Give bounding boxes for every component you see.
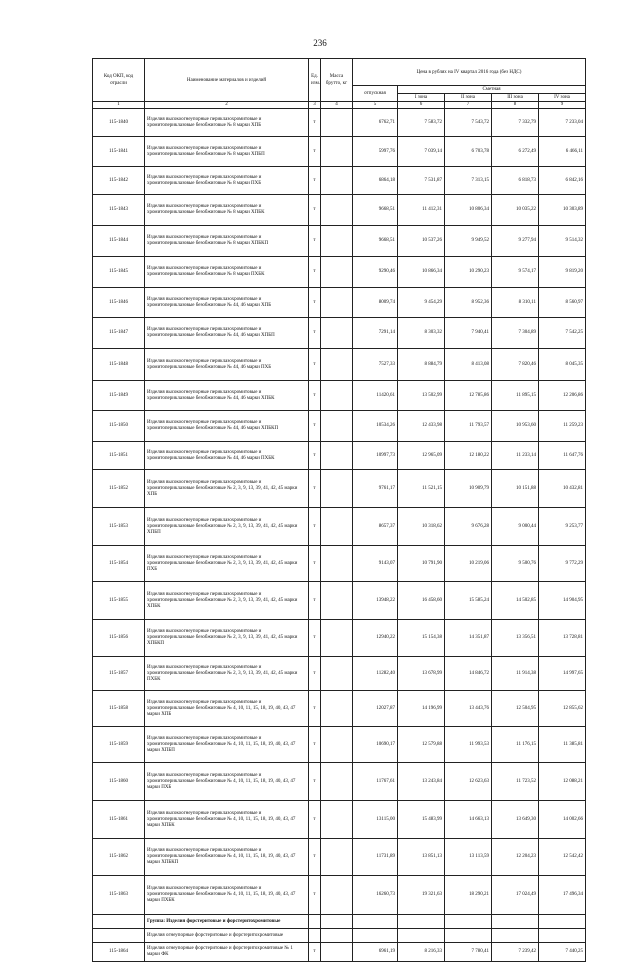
row-zone2-price: 18 290,21 xyxy=(445,876,492,915)
row-zone4-price: 17 496,34 xyxy=(539,876,586,915)
table-row xyxy=(93,727,586,763)
row-zone4-price: 6 466,11 xyxy=(539,137,586,167)
row-zone2-price: 7 313,15 xyxy=(445,167,492,195)
column-number: 9 xyxy=(539,102,586,109)
row-zone1-price: 8 216,33 xyxy=(398,943,445,962)
row-mass xyxy=(321,411,353,442)
row-unit: т xyxy=(309,839,321,876)
empty-cell xyxy=(445,915,492,929)
row-zone4-price: 9 772,29 xyxy=(539,546,586,582)
row-zone3-price: 6 272,49 xyxy=(492,137,539,167)
header-zone-2: II зона xyxy=(445,94,492,102)
column-number: 6 xyxy=(398,102,445,109)
row-mass xyxy=(321,546,353,582)
table-row xyxy=(93,195,586,226)
row-zone1-price: 8 884,79 xyxy=(398,349,445,381)
row-zone1-price: 12 433,98 xyxy=(398,411,445,442)
row-code: 115-1857 xyxy=(93,657,145,691)
row-zone1-price: 12 965,09 xyxy=(398,442,445,470)
row-release-price: 7527,33 xyxy=(353,349,398,381)
row-mass xyxy=(321,381,353,411)
row-release-price: 12027,87 xyxy=(353,691,398,727)
table-row xyxy=(93,381,586,411)
row-zone3-price: 9 277,94 xyxy=(492,226,539,257)
row-zone3-price: 7 304,89 xyxy=(492,318,539,349)
row-code: 115-1863 xyxy=(93,876,145,915)
row-name: Изделия высокоогнеупорные периклазохромитовые и хромитопериклазовые безобжиговые № 2, 3, 9, 13, 39, 41, 42, 45 марки ХПБК xyxy=(145,582,309,620)
row-zone1-price: 7 039,14 xyxy=(398,137,445,167)
row-unit: т xyxy=(309,288,321,318)
row-mass xyxy=(321,318,353,349)
row-code: 115-1849 xyxy=(93,381,145,411)
row-zone4-price: 12 855,62 xyxy=(539,691,586,727)
table-row xyxy=(93,349,586,381)
row-zone1-price: 11 412,31 xyxy=(398,195,445,226)
group-title: Группа: Изделия форстеритовые и форстеритохромитовые xyxy=(145,915,309,929)
row-zone2-price: 11 793,57 xyxy=(445,411,492,442)
row-zone3-price: 11 176,15 xyxy=(492,727,539,763)
column-number-row xyxy=(93,102,586,109)
row-name: Изделия высокоогнеупорные периклазохромитовые и хромитопериклазовые безобжиговые № 2, 3, 9, 13, 39, 41, 42, 45 марки ПХБ xyxy=(145,546,309,582)
row-zone4-price: 7 440,25 xyxy=(539,943,586,962)
column-number: 7 xyxy=(445,102,492,109)
table-row xyxy=(93,470,586,508)
row-zone1-price: 9 454,29 xyxy=(398,288,445,318)
row-release-price: 9668,51 xyxy=(353,195,398,226)
row-zone1-price: 13 678,99 xyxy=(398,657,445,691)
row-zone1-price: 13 851,13 xyxy=(398,839,445,876)
price-table xyxy=(92,58,586,962)
column-number: 2 xyxy=(145,102,309,109)
row-unit: т xyxy=(309,109,321,137)
row-zone3-price: 17 024,49 xyxy=(492,876,539,915)
row-zone3-price: 13 649,30 xyxy=(492,801,539,839)
row-zone1-price: 11 521,15 xyxy=(398,470,445,508)
empty-cell xyxy=(492,915,539,929)
empty-cell xyxy=(309,915,321,929)
row-zone4-price: 9 253,77 xyxy=(539,508,586,546)
row-mass xyxy=(321,137,353,167)
subgroup-title: Изделия огнеупорные форстеритовые и форстеритохромитовые xyxy=(145,929,309,943)
row-name: Изделия высокоогнеупорные периклазохромитовые и хромитопериклазовые безобжиговые № 8 марки ХПБП xyxy=(145,137,309,167)
row-zone4-price: 6 842,16 xyxy=(539,167,586,195)
row-mass xyxy=(321,801,353,839)
row-mass xyxy=(321,195,353,226)
row-name: Изделия высокоогнеупорные периклазохромитовые и хромитопериклазовые безобжиговые № 4, 10, 11, 15, 18, 19, 40, 43, 47 марки ХПБП xyxy=(145,727,309,763)
row-zone3-price: 10 953,60 xyxy=(492,411,539,442)
row-release-price: 10690,17 xyxy=(353,727,398,763)
row-zone2-price: 6 703,78 xyxy=(445,137,492,167)
row-name: Изделия высокоогнеупорные периклазохромитовые и хромитопериклазовые безобжиговые № 2, 3, 9, 13, 39, 41, 42, 45 марки ПХБК xyxy=(145,657,309,691)
group-code-cell xyxy=(93,915,145,929)
row-zone3-price: 13 356,51 xyxy=(492,620,539,657)
table-row xyxy=(93,226,586,257)
row-zone3-price: 10 035,22 xyxy=(492,195,539,226)
table-row xyxy=(93,508,586,546)
subgroup-row xyxy=(93,929,586,943)
empty-cell xyxy=(321,915,353,929)
row-zone1-price: 7 583,72 xyxy=(398,109,445,137)
row-code: 115-1845 xyxy=(93,257,145,288)
row-zone2-price: 12 785,86 xyxy=(445,381,492,411)
table-row xyxy=(93,943,586,962)
column-number: 8 xyxy=(492,102,539,109)
row-release-price: 6961,19 xyxy=(353,943,398,962)
row-code: 115-1861 xyxy=(93,801,145,839)
group-row xyxy=(93,915,586,929)
row-release-price: 8009,74 xyxy=(353,288,398,318)
table-row xyxy=(93,691,586,727)
row-zone1-price: 10 318,62 xyxy=(398,508,445,546)
row-release-price: 5997,76 xyxy=(353,137,398,167)
row-name: Изделия высокоогнеупорные периклазохромитовые и хромитопериклазовые безобжиговые № 44, 46 марки ХПБК xyxy=(145,381,309,411)
row-zone3-price: 11 723,52 xyxy=(492,763,539,801)
row-release-price: 9761,17 xyxy=(353,470,398,508)
row-zone2-price: 14 846,72 xyxy=(445,657,492,691)
row-mass xyxy=(321,109,353,137)
row-unit: т xyxy=(309,195,321,226)
row-zone2-price: 7 940,41 xyxy=(445,318,492,349)
row-name: Изделия огнеупорные форстеритовые и форстеритохромитовые № 1 марки ФК xyxy=(145,943,309,962)
row-name: Изделия высокоогнеупорные периклазохромитовые и хромитопериклазовые безобжиговые № 8 марки ХПБК xyxy=(145,195,309,226)
row-release-price: 12940,22 xyxy=(353,620,398,657)
row-unit: т xyxy=(309,167,321,195)
row-release-price: 13115,00 xyxy=(353,801,398,839)
row-name: Изделия высокоогнеупорные периклазохромитовые и хромитопериклазовые безобжиговые № 44, 46 марки ХПБКП xyxy=(145,411,309,442)
row-zone4-price: 11 385,81 xyxy=(539,727,586,763)
row-name: Изделия высокоогнеупорные периклазохромитовые и хромитопериклазовые безобжиговые № 2, 3, 9, 13, 39, 41, 42, 45 марки ХПБ xyxy=(145,470,309,508)
row-mass xyxy=(321,763,353,801)
row-zone4-price: 14 002,66 xyxy=(539,801,586,839)
header-zone-3: III зона xyxy=(492,94,539,102)
row-unit: т xyxy=(309,801,321,839)
row-zone3-price: 9 574,17 xyxy=(492,257,539,288)
row-zone2-price: 8 952,36 xyxy=(445,288,492,318)
row-unit: т xyxy=(309,381,321,411)
row-zone3-price: 11 233,14 xyxy=(492,442,539,470)
column-number: 1 xyxy=(93,102,145,109)
row-zone1-price: 15 483,99 xyxy=(398,801,445,839)
row-code: 115-1862 xyxy=(93,839,145,876)
row-zone4-price: 11 647,76 xyxy=(539,442,586,470)
empty-cell xyxy=(353,929,398,943)
row-release-price: 6864,18 xyxy=(353,167,398,195)
row-zone2-price: 10 806,34 xyxy=(445,195,492,226)
header-unit: Ед. изм. xyxy=(309,59,321,102)
row-zone4-price: 13 728,81 xyxy=(539,620,586,657)
row-code: 115-1847 xyxy=(93,318,145,349)
row-code: 115-1844 xyxy=(93,226,145,257)
row-zone1-price: 19 321,63 xyxy=(398,876,445,915)
row-zone3-price: 7 820,46 xyxy=(492,349,539,381)
header-zone-4: IV зона xyxy=(539,94,586,102)
row-name: Изделия высокоогнеупорные периклазохромитовые и хромитопериклазовые безобжиговые № 8 марки ХПБКП xyxy=(145,226,309,257)
empty-cell xyxy=(353,915,398,929)
row-code: 115-1854 xyxy=(93,546,145,582)
row-zone2-price: 15 585,24 xyxy=(445,582,492,620)
row-zone3-price: 12 504,95 xyxy=(492,691,539,727)
empty-cell xyxy=(445,929,492,943)
empty-cell xyxy=(321,929,353,943)
row-code: 115-1850 xyxy=(93,411,145,442)
row-zone3-price: 11 914,38 xyxy=(492,657,539,691)
row-zone3-price: 9 500,76 xyxy=(492,546,539,582)
row-unit: т xyxy=(309,657,321,691)
row-zone1-price: 7 531,87 xyxy=(398,167,445,195)
row-mass xyxy=(321,470,353,508)
row-zone4-price: 10 432,81 xyxy=(539,470,586,508)
table-row xyxy=(93,411,586,442)
row-zone1-price: 10 791,90 xyxy=(398,546,445,582)
row-zone2-price: 8 413,08 xyxy=(445,349,492,381)
header-zone-1: I зона xyxy=(398,94,445,102)
row-zone2-price: 9 949,52 xyxy=(445,226,492,257)
row-mass xyxy=(321,582,353,620)
row-unit: т xyxy=(309,763,321,801)
row-release-price: 13948,22 xyxy=(353,582,398,620)
row-zone1-price: 15 154,38 xyxy=(398,620,445,657)
row-zone1-price: 13 243,84 xyxy=(398,763,445,801)
row-zone4-price: 7 233,04 xyxy=(539,109,586,137)
row-zone4-price: 8 045,35 xyxy=(539,349,586,381)
row-unit: т xyxy=(309,226,321,257)
header-code: Код ОКП, код отрасли xyxy=(93,59,145,102)
row-name: Изделия высокоогнеупорные периклазохромитовые и хромитопериклазовые безобжиговые № 4, 10, 11, 15, 18, 19, 40, 43, 47 марки ПХБ xyxy=(145,763,309,801)
row-name: Изделия высокоогнеупорные периклазохромитовые и хромитопериклазовые безобжиговые № 8 марки ПХБК xyxy=(145,257,309,288)
table-row xyxy=(93,318,586,349)
row-zone2-price: 7 780,41 xyxy=(445,943,492,962)
row-mass xyxy=(321,257,353,288)
row-name: Изделия высокоогнеупорные периклазохромитовые и хромитопериклазовые безобжиговые № 2, 3, 9, 13, 39, 41, 42, 45 марки ХПБП xyxy=(145,508,309,546)
row-name: Изделия высокоогнеупорные периклазохромитовые и хромитопериклазовые безобжиговые № 4, 10, 11, 15, 18, 19, 40, 43, 47 марки ХПБК xyxy=(145,801,309,839)
table-row xyxy=(93,582,586,620)
row-unit: т xyxy=(309,442,321,470)
row-name: Изделия высокоогнеупорные периклазохромитовые и хромитопериклазовые безобжиговые № 8 марки ПХБ xyxy=(145,167,309,195)
row-mass xyxy=(321,943,353,962)
row-name: Изделия высокоогнеупорные периклазохромитовые и хромитопериклазовые безобжиговые № 44, 46 марки ПХБК xyxy=(145,442,309,470)
row-name: Изделия высокоогнеупорные периклазохромитовые и хромитопериклазовые безобжиговые № 8 марки ХПБ xyxy=(145,109,309,137)
row-unit: т xyxy=(309,620,321,657)
row-release-price: 6762,71 xyxy=(353,109,398,137)
row-zone1-price: 14 196,99 xyxy=(398,691,445,727)
header-mass: Масса брутто, кг xyxy=(321,59,353,102)
row-mass xyxy=(321,288,353,318)
row-mass xyxy=(321,442,353,470)
table-row xyxy=(93,657,586,691)
row-unit: т xyxy=(309,943,321,962)
row-release-price: 9290,46 xyxy=(353,257,398,288)
row-mass xyxy=(321,876,353,915)
table-row xyxy=(93,620,586,657)
row-code: 115-1855 xyxy=(93,582,145,620)
row-release-price: 7291,14 xyxy=(353,318,398,349)
row-release-price: 10997,73 xyxy=(353,442,398,470)
row-mass xyxy=(321,226,353,257)
table-body xyxy=(93,109,586,962)
header-price-group: Цена в рублях на IV квартал 2016 года (без НДС) xyxy=(353,59,586,86)
row-code: 115-1864 xyxy=(93,943,145,962)
row-unit: т xyxy=(309,876,321,915)
row-unit: т xyxy=(309,257,321,288)
row-zone2-price: 10 909,79 xyxy=(445,470,492,508)
row-mass xyxy=(321,691,353,727)
row-zone2-price: 13 113,59 xyxy=(445,839,492,876)
empty-cell xyxy=(539,915,586,929)
empty-cell xyxy=(492,929,539,943)
page-number: 236 xyxy=(313,38,327,48)
empty-cell xyxy=(539,929,586,943)
column-number: 5 xyxy=(353,102,398,109)
row-name: Изделия высокоогнеупорные периклазохромитовые и хромитопериклазовые безобжиговые № 44, 46 марки ПХБ xyxy=(145,349,309,381)
row-code: 115-1860 xyxy=(93,763,145,801)
row-unit: т xyxy=(309,691,321,727)
row-mass xyxy=(321,839,353,876)
row-zone3-price: 8 310,11 xyxy=(492,288,539,318)
row-release-price: 9143,07 xyxy=(353,546,398,582)
row-name: Изделия высокоогнеупорные периклазохромитовые и хромитопериклазовые безобжиговые № 4, 10, 11, 15, 18, 19, 40, 43, 47 марки ХПБ xyxy=(145,691,309,727)
row-zone2-price: 7 543,72 xyxy=(445,109,492,137)
row-code: 115-1841 xyxy=(93,137,145,167)
table-row xyxy=(93,167,586,195)
row-zone2-price: 10 290,23 xyxy=(445,257,492,288)
row-zone4-price: 9 819,20 xyxy=(539,257,586,288)
table-row xyxy=(93,109,586,137)
row-name: Изделия высокоогнеупорные периклазохромитовые и хромитопериклазовые безобжиговые № 2, 3, 9, 13, 39, 41, 42, 45 марки ХПБКП xyxy=(145,620,309,657)
row-zone2-price: 14 663,13 xyxy=(445,801,492,839)
row-release-price: 16260,73 xyxy=(353,876,398,915)
row-zone3-price: 9 000,44 xyxy=(492,508,539,546)
row-zone3-price: 7 239,42 xyxy=(492,943,539,962)
row-zone3-price: 12 204,23 xyxy=(492,839,539,876)
row-unit: т xyxy=(309,411,321,442)
table-row xyxy=(93,137,586,167)
row-zone4-price: 9 514,32 xyxy=(539,226,586,257)
row-zone1-price: 13 502,99 xyxy=(398,381,445,411)
row-name: Изделия высокоогнеупорные периклазохромитовые и хромитопериклазовые безобжиговые № 4, 10, 11, 15, 18, 19, 40, 43, 47 марки ПХБК xyxy=(145,876,309,915)
row-release-price: 8657,37 xyxy=(353,508,398,546)
row-zone3-price: 6 818,73 xyxy=(492,167,539,195)
row-zone1-price: 10 866,34 xyxy=(398,257,445,288)
row-zone4-price: 12 206,86 xyxy=(539,381,586,411)
subgroup-code-cell xyxy=(93,929,145,943)
row-zone4-price: 12 088,21 xyxy=(539,763,586,801)
row-release-price: 11767,61 xyxy=(353,763,398,801)
row-code: 115-1859 xyxy=(93,727,145,763)
header-name: Наименование материалов и изделий xyxy=(145,59,309,102)
column-number: 3 xyxy=(309,102,321,109)
row-zone4-price: 14 904,95 xyxy=(539,582,586,620)
row-code: 115-1852 xyxy=(93,470,145,508)
row-code: 115-1843 xyxy=(93,195,145,226)
table-row xyxy=(93,801,586,839)
row-name: Изделия высокоогнеупорные периклазохромитовые и хромитопериклазовые безобжиговые № 4, 10, 11, 15, 18, 19, 40, 43, 47 марки ХПБКП xyxy=(145,839,309,876)
row-unit: т xyxy=(309,727,321,763)
row-zone2-price: 14 351,87 xyxy=(445,620,492,657)
table-row xyxy=(93,763,586,801)
row-zone3-price: 10 151,88 xyxy=(492,470,539,508)
row-unit: т xyxy=(309,582,321,620)
row-zone1-price: 12 579,88 xyxy=(398,727,445,763)
row-code: 115-1846 xyxy=(93,288,145,318)
table-row xyxy=(93,442,586,470)
row-unit: т xyxy=(309,546,321,582)
row-release-price: 11731,89 xyxy=(353,839,398,876)
row-code: 115-1851 xyxy=(93,442,145,470)
row-code: 115-1840 xyxy=(93,109,145,137)
row-release-price: 11282,40 xyxy=(353,657,398,691)
row-zone4-price: 7 542,25 xyxy=(539,318,586,349)
row-zone2-price: 10 219,06 xyxy=(445,546,492,582)
row-mass xyxy=(321,508,353,546)
row-name: Изделия высокоогнеупорные периклазохромитовые и хромитопериклазовые безобжиговые № 44, 46 марки ХПБ xyxy=(145,288,309,318)
row-zone2-price: 11 993,53 xyxy=(445,727,492,763)
row-zone3-price: 11 895,15 xyxy=(492,381,539,411)
empty-cell xyxy=(309,929,321,943)
row-zone4-price: 14 997,65 xyxy=(539,657,586,691)
row-unit: т xyxy=(309,137,321,167)
row-zone1-price: 8 303,32 xyxy=(398,318,445,349)
header-price-estimate: Сметная xyxy=(398,86,586,94)
row-zone4-price: 10 303,89 xyxy=(539,195,586,226)
row-unit: т xyxy=(309,470,321,508)
row-unit: т xyxy=(309,349,321,381)
row-mass xyxy=(321,620,353,657)
row-zone4-price: 8 560,97 xyxy=(539,288,586,318)
table-row xyxy=(93,546,586,582)
row-zone2-price: 12 623,63 xyxy=(445,763,492,801)
row-mass xyxy=(321,349,353,381)
row-release-price: 11420,61 xyxy=(353,381,398,411)
empty-cell xyxy=(398,929,445,943)
table-row xyxy=(93,839,586,876)
row-unit: т xyxy=(309,508,321,546)
row-release-price: 9668,51 xyxy=(353,226,398,257)
row-code: 115-1842 xyxy=(93,167,145,195)
row-code: 115-1853 xyxy=(93,508,145,546)
header-price-release: отпускная xyxy=(353,86,398,102)
row-zone2-price: 12 180,22 xyxy=(445,442,492,470)
row-zone3-price: 7 332,79 xyxy=(492,109,539,137)
row-code: 115-1856 xyxy=(93,620,145,657)
row-zone1-price: 16 458,60 xyxy=(398,582,445,620)
row-code: 115-1848 xyxy=(93,349,145,381)
empty-cell xyxy=(398,915,445,929)
row-zone2-price: 13 443,76 xyxy=(445,691,492,727)
row-name: Изделия высокоогнеупорные периклазохромитовые и хромитопериклазовые безобжиговые № 44, 46 марки ХПБП xyxy=(145,318,309,349)
row-zone4-price: 12 542,42 xyxy=(539,839,586,876)
table-row xyxy=(93,876,586,915)
row-mass xyxy=(321,167,353,195)
row-unit: т xyxy=(309,318,321,349)
column-number: 4 xyxy=(321,102,353,109)
row-code: 115-1858 xyxy=(93,691,145,727)
row-zone1-price: 10 537,26 xyxy=(398,226,445,257)
row-mass xyxy=(321,657,353,691)
table-row xyxy=(93,257,586,288)
row-zone3-price: 14 502,85 xyxy=(492,582,539,620)
row-zone4-price: 11 259,23 xyxy=(539,411,586,442)
row-zone2-price: 9 676,28 xyxy=(445,508,492,546)
table-row xyxy=(93,288,586,318)
row-mass xyxy=(321,727,353,763)
row-release-price: 10534,26 xyxy=(353,411,398,442)
